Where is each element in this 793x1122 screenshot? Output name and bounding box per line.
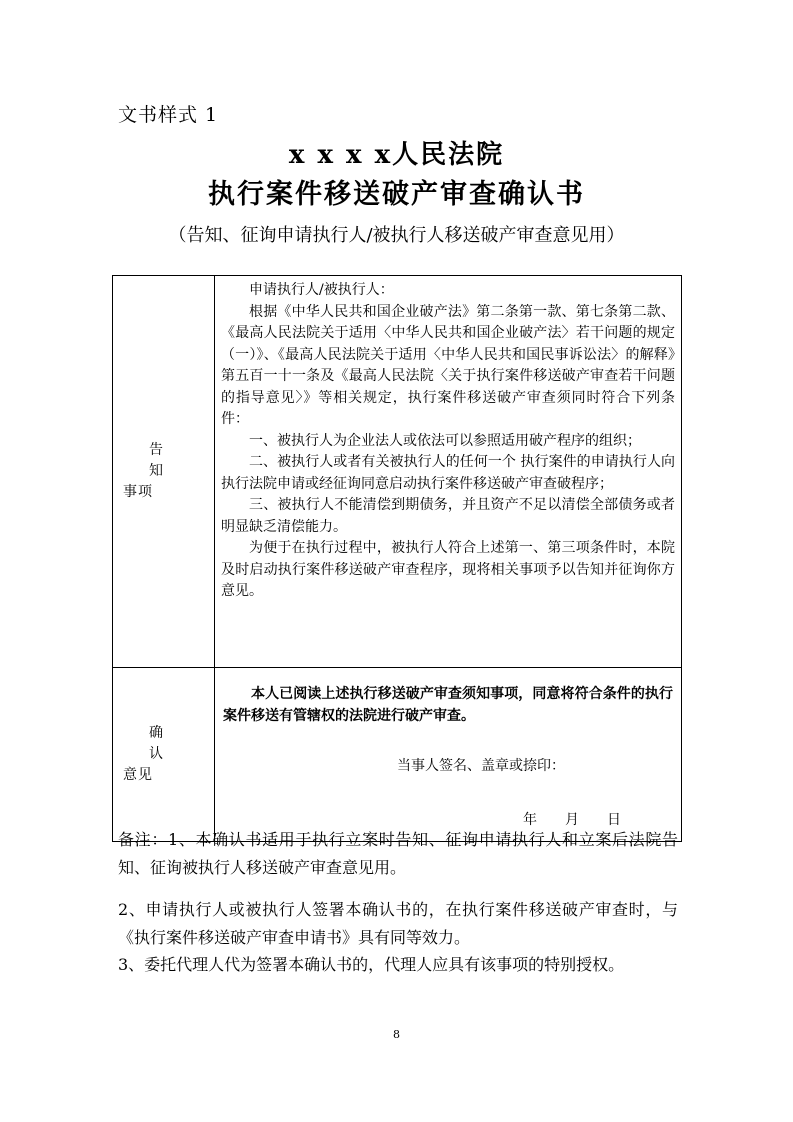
document-title: 执行案件移送破产审查确认书: [208, 179, 585, 210]
remark-2: 2、申请执行人或被执行人签署本确认书的，在执行案件移送破产审查时，与《执行案件移送破产审查申请书》具有同等效力。: [118, 900, 678, 947]
court-title: x x x x人民法院: [288, 140, 505, 170]
confirm-label-line1: 确 认: [149, 725, 173, 762]
notice-closing: 为便于在执行过程中，被执行人符合上述第一、第三项条件时，本院及时启动执行案件移送破产审查程序，现将相关事项予以告知并征询你方意见。: [221, 540, 675, 599]
confirm-statement: 本人已阅读上述执行移送破产审查须知事项，同意将符合条件的执行案件移送有管辖权的法院进行破产审查。: [223, 686, 673, 724]
notice-label-cell: [113, 276, 215, 668]
notice-condition-2: 二、被执行人或者有关被执行人的任何一个 执行案件的申请执行人向执行法院申请或经征询同意启动执行案件移送破产审查破程序；: [221, 454, 675, 492]
notice-condition-3: 三、被执行人不能清偿到期债务，并且资产不足以清偿全部债务或者明显缺乏清偿能力。: [221, 497, 675, 535]
confirm-row: [113, 668, 682, 842]
notice-legal-basis: 根据《中华人民共和国企业破产法》第二条第一款、第七条第二款、《最高人民法院关于适用〈中华人民共和国企业破产法〉若干问题的规定（一）》、《最高人民法院关于适用〈中华人民共和国民事诉讼法〉的解释》第五百一十一条及《最高人民法院〈关于执行案件移送破产审查若干问题的指导意见〉》等相关规定，执行案件移送破产审查须同时符合下列条件：: [221, 303, 675, 427]
remark-3: 3、委托代理人代为签署本确认书的，代理人应具有该事项的特别授权。: [118, 955, 625, 974]
confirmation-form-table: [112, 275, 682, 842]
notice-addressee: 申请执行人/被执行人：: [249, 282, 394, 298]
date-day-label: 日: [607, 812, 621, 828]
notice-condition-1: 一、被执行人为企业法人或依法可以参照适用破产程序的组织；: [249, 432, 641, 449]
document-subtitle: （告知、征询申请执行人/被执行人移送破产审查意见用）: [168, 225, 625, 246]
remark-1: 备注：1、本确认书适用于执行立案时告知、征询申请执行人和立案后法院告知、征询被执行人移送破产审查意见用。: [118, 830, 678, 877]
notice-label-line1: 告 知: [149, 442, 173, 479]
signature-field[interactable]: 当事人签名、盖章或捺印：: [397, 758, 565, 774]
notice-label-line2: 事项: [123, 484, 153, 500]
confirm-label-cell: [113, 668, 215, 842]
notice-row: [113, 276, 682, 668]
page-number: 8: [393, 1028, 400, 1041]
date-month-label: 月: [565, 812, 579, 828]
sample-label: 文书样式 1: [118, 104, 219, 126]
confirm-label-line2: 意见: [123, 767, 153, 783]
notice-content: [215, 276, 682, 668]
date-year-label: 年: [523, 812, 537, 828]
confirm-content[interactable]: [215, 668, 682, 842]
